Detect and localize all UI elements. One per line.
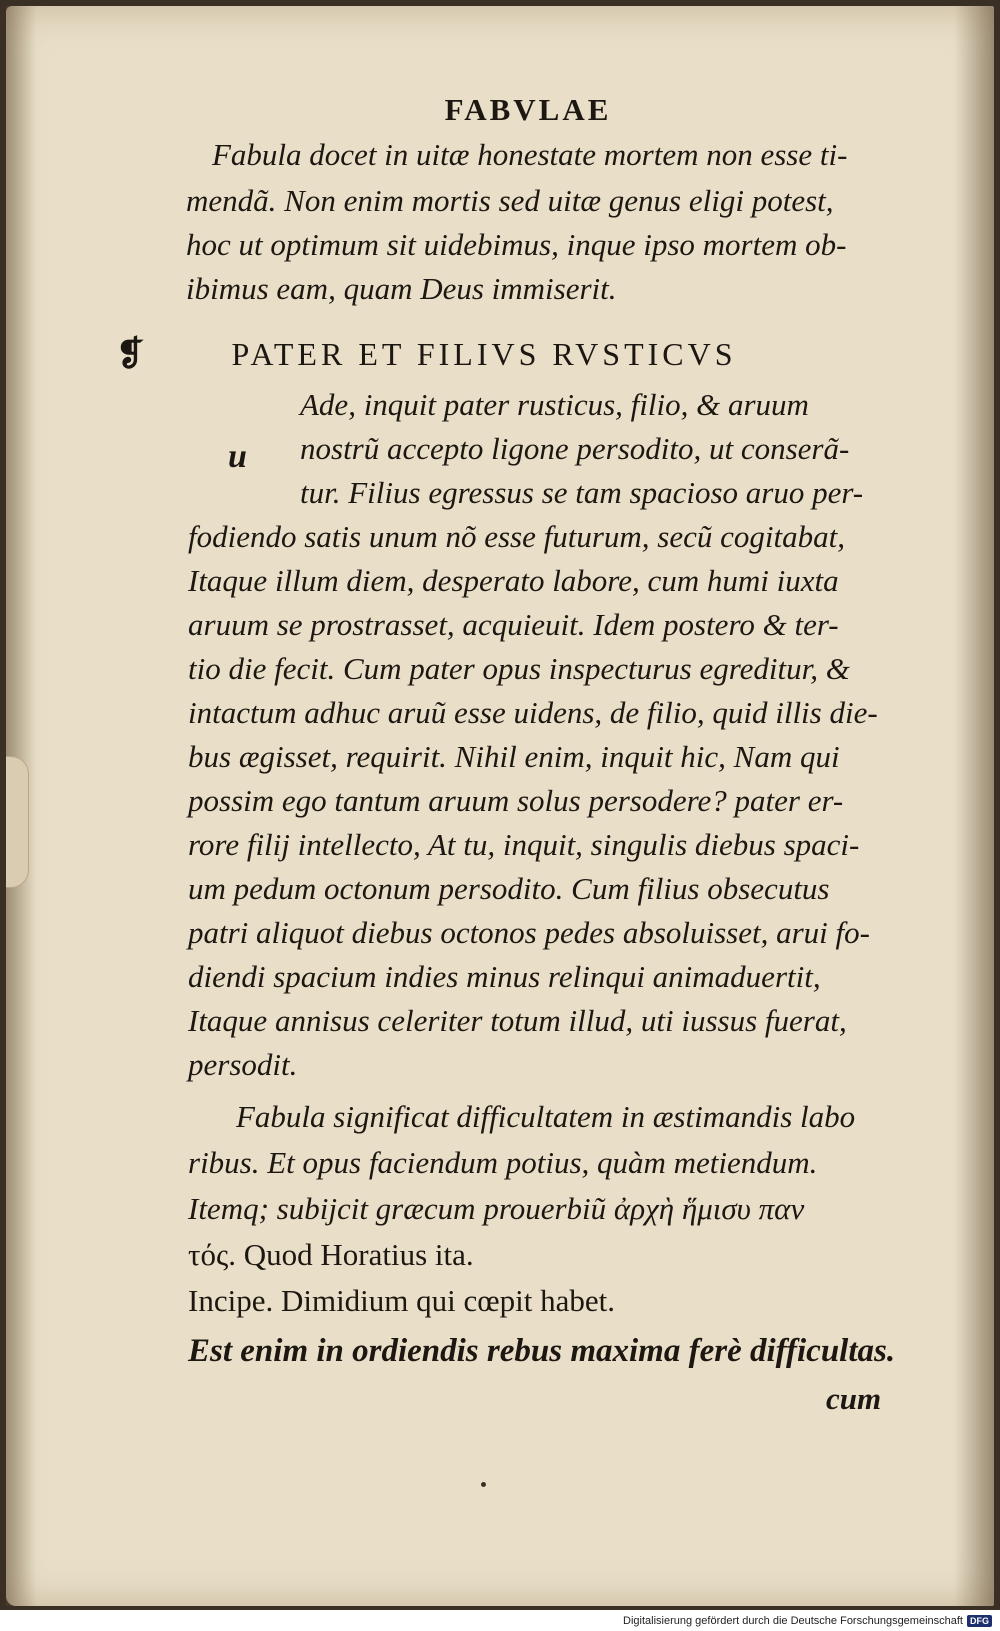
text-line: mendã. Non enim mortis sed uitæ genus eligi potest, — [186, 183, 834, 218]
text-line: bus ægisset, requirit. Nihil enim, inquit hic, Nam qui — [188, 739, 840, 774]
footer-text: Digitalisierung gefördert durch die Deutsche Forschungsgemeinschaft — [623, 1615, 963, 1627]
text-line: hoc ut optimum sit uidebimus, inque ipso mortem ob- — [186, 227, 847, 262]
text-line: fodiendo satis unum nõ esse futurum, secũ cogitabat, — [188, 519, 845, 554]
text-line: τός. Quod Horatius ita. — [188, 1237, 474, 1272]
text-line: Itaque illum diem, desperato labore, cum humi iuxta — [188, 563, 839, 598]
text-line: persodit. — [188, 1047, 298, 1082]
text-line: tur. Filius egressus se tam spacioso aruo per- — [300, 475, 864, 510]
paragraph-marker: ❡ — [116, 336, 145, 373]
text-line: nostrũ accepto ligone persodito, ut conserã- — [300, 431, 850, 466]
text-line: possim ego tantum aruum solus persodere? pater er- — [188, 783, 844, 818]
text-line: Fabula significat difficultatem in æstimandis labo — [236, 1099, 856, 1134]
text-line: Ade, inquit pater rusticus, filio, & aruum — [300, 387, 809, 422]
digitization-footer — [623, 1612, 992, 1630]
text-line: aruum se prostrasset, acquieuit. Idem postero & ter- — [188, 607, 839, 642]
text-line: diendi spacium indies minus relinqui animaduertit, — [188, 959, 821, 994]
text-line: ribus. Et opus faciendum potius, quàm metiendum. — [188, 1145, 818, 1180]
catchword: cum — [826, 1381, 882, 1416]
text-line: Est enim in ordiendis rebus maxima ferè difficultas. — [188, 1333, 896, 1369]
text-line: rore filij intellecto, At tu, inquit, singulis diebus spaci- — [188, 827, 860, 862]
section-title: PATER ET FILIVS RVSTICVS — [231, 336, 737, 372]
text-line: tio die fecit. Cum pater opus inspecturus egreditur, & — [188, 651, 850, 686]
text-line: intactum adhuc aruũ esse uidens, de filio, quid illis die- — [188, 695, 878, 730]
text-line: Itaque annisus celeriter totum illud, uti iussus fuerat, — [188, 1003, 847, 1038]
text-line: Fabula docet in uitæ honestate mortem non esse ti- — [212, 137, 848, 172]
text-line: ibimus eam, quam Deus immiserit. — [186, 271, 617, 306]
text-line: um pedum octonum persodito. Cum filius obsecutus — [188, 871, 830, 906]
text-line: patri aliquot diebus octonos pedes absoluisset, arui fo- — [188, 915, 870, 950]
text-line: Itemq; subijcit græcum prouerbiũ ἀρχὴ ἥμισυ παν — [188, 1191, 805, 1226]
running-head: FABVLAE — [444, 92, 612, 127]
initial-letter: u — [228, 438, 247, 475]
text-line: Incipe. Dimidium qui cœpit habet. — [188, 1283, 616, 1318]
dfg-logo: DFG — [967, 1615, 992, 1627]
